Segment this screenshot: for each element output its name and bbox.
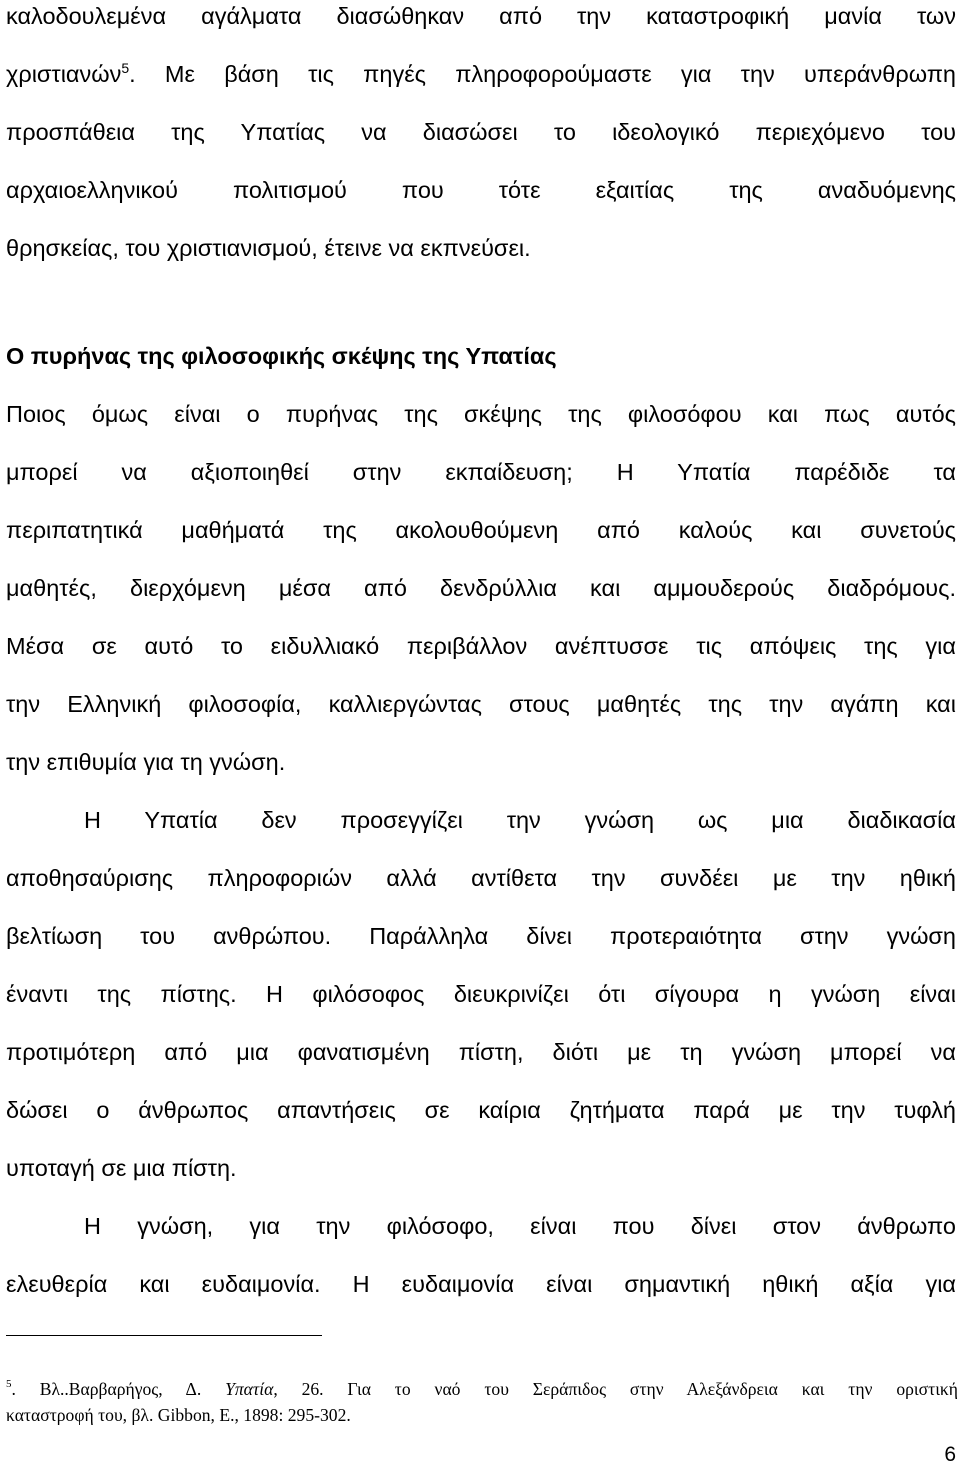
text-line: μαθητές, διερχόμενη μέσα από δενδρύλλια και αμμουδερούς διαδρόμους. — [6, 575, 956, 601]
text-fragment: χριστιανών — [6, 61, 122, 87]
text-fragment: . Με βάση τις πηγές πληροφορούμαστε για την υπεράνθρωπη — [129, 61, 956, 87]
footnote-title: Υπατία — [225, 1379, 274, 1399]
text-line: ελευθερία και ευδαιμονία. Η ευδαιμονία είναι σημαντική ηθική αξία για — [6, 1271, 956, 1297]
text-line: βελτίωση του ανθρώπου. Παράλληλα δίνει προτεραιότητα στην γνώση — [6, 923, 956, 949]
footnote-separator — [6, 1335, 322, 1336]
footnote-text: , 26. Για το ναό του Σεράπιδος στην Αλεξάνδρεια και την οριστική — [273, 1379, 958, 1399]
footnote-reference: 5 — [121, 60, 130, 76]
text-line: Η γνώση, για την φιλόσοφο, είναι που δίνει στον άνθρωπο — [84, 1213, 956, 1239]
section-block — [6, 342, 956, 1328]
text-line: την Ελληνική φιλοσοφία, καλλιεργώντας στους μαθητές της την αγάπη και — [6, 691, 956, 717]
paragraph-continued — [6, 2, 956, 292]
page-number: 6 — [944, 1443, 956, 1466]
text-line: δώσει ο άνθρωπος απαντήσεις σε καίρια ζητήματα παρά με την τυφλή — [6, 1097, 956, 1123]
footnote-line: καταστροφή του, βλ. Gibbon, E., 1898: 295-302. — [6, 1405, 351, 1425]
footnote-line — [6, 1376, 958, 1402]
text-line: Η Υπατία δεν προσεγγίζει την γνώση ως μια διαδικασία — [84, 807, 956, 833]
text-line: θρησκείας, του χριστιανισμού, έτεινε να εκπνεύσει. — [6, 235, 531, 261]
footnote-text: . Βλ..Βαρβαρήγος, Δ. — [11, 1379, 226, 1399]
footnote-number: 5 — [6, 1378, 12, 1390]
text-line: έναντι της πίστης. Η φιλόσοφος διευκρινίζει ότι σίγουρα η γνώση είναι — [6, 981, 956, 1007]
text-line — [6, 60, 956, 118]
section-heading: Ο πυρήνας της φιλοσοφικής σκέψης της Υπατίας — [6, 343, 557, 369]
text-line: την επιθυμία για τη γνώση. — [6, 749, 286, 775]
text-line: προσπάθεια της Υπατίας να διασώσει το ιδεολογικό περιεχόμενο του — [6, 119, 956, 145]
text-line: αποθησαύρισης πληροφοριών αλλά αντίθετα την συνδέει με την ηθική — [6, 865, 956, 891]
text-line: προτιμότερη από μια φανατισμένη πίστη, διότι με τη γνώση μπορεί να — [6, 1039, 956, 1065]
footnote — [6, 1376, 958, 1428]
text-line: αρχαιοελληνικού πολιτισμού που τότε εξαιτίας της αναδυόμενης — [6, 177, 956, 203]
text-line: καλοδουλεμένα αγάλματα διασώθηκαν από την καταστροφική μανία των — [6, 3, 956, 29]
text-line: μπορεί να αξιοποιηθεί στην εκπαίδευση; Η Υπατία παρέδιδε τα — [6, 459, 956, 485]
text-line: υποταγή σε μια πίστη. — [6, 1155, 237, 1181]
text-line: Ποιος όμως είναι ο πυρήνας της σκέψης της φιλοσόφου και πως αυτός — [6, 401, 956, 427]
text-line: Μέσα σε αυτό το ειδυλλιακό περιβάλλον ανέπτυσσε τις απόψεις της για — [6, 633, 956, 659]
text-line: περιπατητικά μαθήματά της ακολουθούμενη από καλούς και συνετούς — [6, 517, 956, 543]
